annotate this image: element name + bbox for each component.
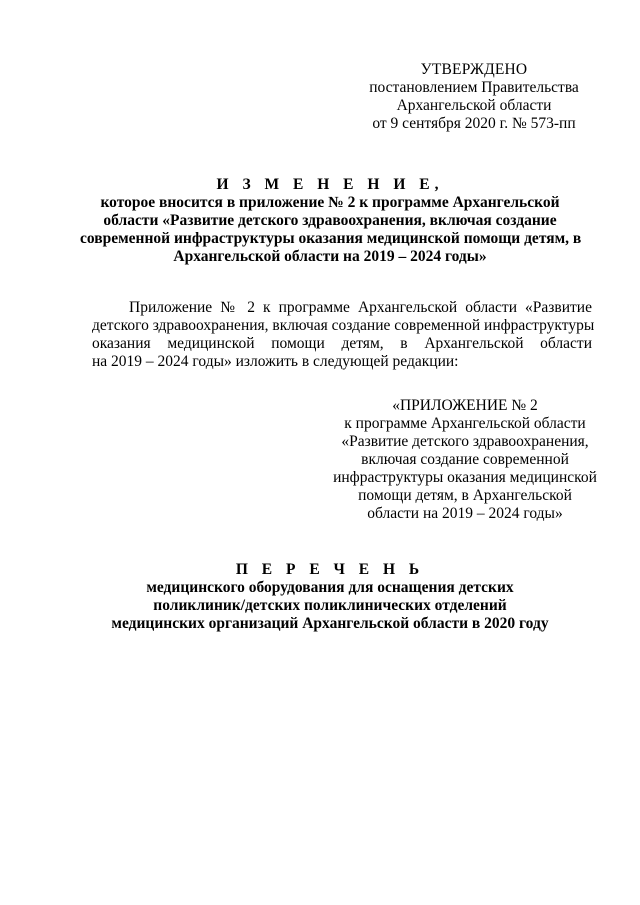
amendment-heading: И З М Е Н Е Н И Е, bbox=[216, 176, 444, 193]
list-title bbox=[80, 561, 580, 633]
approval-line: постановлением Правительства bbox=[369, 79, 579, 96]
amendment-subtitle-line: современной инфраструктуры оказания медицинской помощи детям, в bbox=[80, 230, 582, 247]
appendix-line: включая создание современной bbox=[361, 451, 569, 468]
paragraph-line: детского здравоохранения, включая создание современной инфраструктуры bbox=[92, 317, 595, 334]
appendix-line: помощи детям, в Архангельской bbox=[358, 487, 572, 504]
list-subtitle-line: медицинских организаций Архангельской области в 2020 году bbox=[111, 615, 549, 632]
appendix-line: к программе Архангельской области bbox=[344, 415, 586, 432]
body-paragraph bbox=[92, 299, 595, 371]
appendix-heading: «ПРИЛОЖЕНИЕ № 2 bbox=[392, 397, 538, 414]
appendix-line: «Развитие детского здравоохранения, bbox=[341, 433, 589, 450]
list-heading: П Е Р Е Ч Е Н Ь bbox=[235, 561, 425, 578]
amendment-subtitle-line: которое вносится в приложение № 2 к программе Архангельской bbox=[100, 194, 560, 211]
approval-date-line: от 9 сентября 2020 г. № 573-пп bbox=[372, 115, 576, 132]
amendment-subtitle-line: Архангельской области на 2019 – 2024 годы» bbox=[173, 248, 487, 265]
paragraph-line: на 2019 – 2024 годы» изложить в следующей редакции: bbox=[92, 353, 459, 370]
approval-stamp bbox=[350, 61, 598, 133]
list-subtitle-line: поликлиник/детских поликлинических отделений bbox=[153, 597, 507, 614]
appendix-stamp bbox=[330, 397, 600, 523]
approval-heading: УТВЕРЖДЕНО bbox=[420, 61, 528, 78]
paragraph-line: оказания медицинской помощи детям, в Архангельской области bbox=[92, 335, 592, 352]
amendment-title bbox=[80, 176, 580, 266]
amendment-subtitle-line: области «Развитие детского здравоохранения, включая создание bbox=[103, 212, 557, 229]
approval-line: Архангельской области bbox=[396, 97, 552, 114]
appendix-line: области на 2019 – 2024 годы» bbox=[367, 505, 563, 522]
paragraph-line: Приложение № 2 к программе Архангельской области «Развитие bbox=[129, 299, 592, 316]
list-subtitle-line: медицинского оборудования для оснащения детских bbox=[146, 579, 514, 596]
appendix-line: инфраструктуры оказания медицинской bbox=[333, 469, 597, 486]
